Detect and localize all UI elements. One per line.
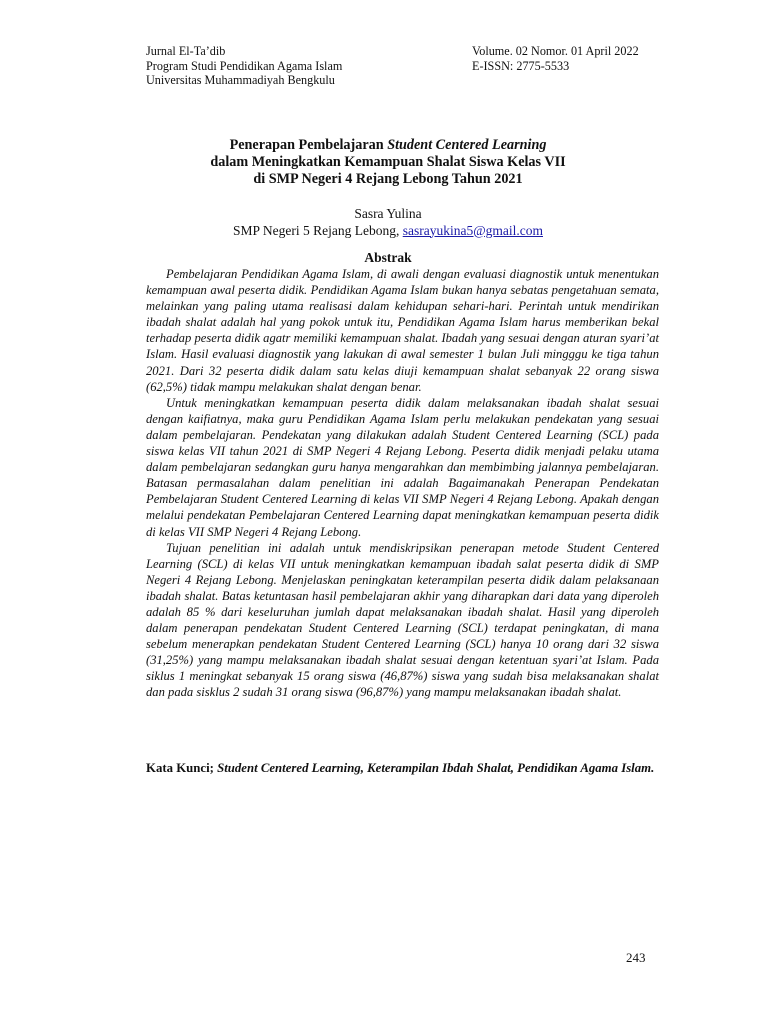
abstract-body (146, 266, 659, 701)
author-affiliation-line (140, 223, 636, 240)
keywords-text: Student Centered Learning, Keterampilan Ibdah Shalat, Pendidikan Agama Islam. (213, 761, 655, 775)
title-line-3: di SMP Negeri 4 Rejang Lebong Tahun 2021 (253, 171, 523, 188)
header-left (146, 44, 342, 88)
author-block (140, 206, 636, 239)
keywords-label: Kata Kunci; (146, 761, 214, 775)
author-name: Sasra Yulina (354, 206, 422, 221)
title-line-2: dalam Meningkatkan Kemampuan Shalat Siswa Kelas VII (210, 154, 566, 171)
volume-info: Volume. 02 Nomor. 01 April 2022 (472, 44, 639, 58)
author-email-link[interactable]: sasrayukina5@gmail.com (402, 222, 543, 238)
author-affiliation: SMP Negeri 5 Rejang Lebong, (232, 222, 403, 238)
title-line-1-italic: Student Centered Learning (387, 137, 547, 153)
paper-title (140, 137, 636, 189)
journal-name: Jurnal El-Ta’dib (146, 44, 226, 58)
page-number: 243 (626, 950, 646, 965)
header-right (472, 44, 639, 73)
abstract-paragraph-3: Tujuan penelitian ini adalah untuk mendiskripsikan penerapan metode Student Centered Learning (SCL) di kelas VII untuk meningkatkan kemampuan ibadah salat peserta didik di SMP Negeri 4 Rejang Lebong. Menjelaskan peningkatan keterampilan peserta didik dalam pelaksanaan ibadah shalat. Batas ketuntasan hasil pembelajaran akhir yang diharapkan dari data yang diperoleh adalah 85 % dari keseluruhan jumlah dapat melaksanakan ibadah shalat. Hasil yang diperoleh dalam penerapan pendekatan Student Centered Learning (SCL) terdapat peningkatan, di mana sebelum menerapkan pendekatan Student Centered Learning (SCL) hanya 10 orang dari 32 siswa (31,25%) yang mampu melaksanakan ibadah shalat sesuai dengan ketentuan syari’at Islam. Pada siklus 1 meningkat sebanyak 15 orang siswa (46,87%) siswa yang sudah bisa melaksanakan shalat dan pada sisklus 2 sudah 31 orang siswa (96,87%) yang mampu melaksanakan ibadah shalat. (146, 540, 659, 700)
title-line-1 (140, 137, 636, 154)
issn-info: E-ISSN: 2775-5533 (472, 58, 570, 73)
keywords (146, 760, 659, 777)
title-line-1-prefix: Penerapan Pembelajaran (229, 137, 388, 153)
abstract-heading: Abstrak (364, 250, 412, 265)
program-name: Program Studi Pendidikan Agama Islam (146, 58, 343, 73)
abstract-paragraph-1: Pembelajaran Pendidikan Agama Islam, di awali dengan evaluasi diagnostik untuk menentukan kemampuan awal peserta didik. Pendidikan Agama Islam bukan hanya sebatas pengetahuan semata, melainkan yang paling utama realisasi dalam kehidupan sehari-hari. Perintah untuk mendirikan ibadah shalat adalah hal yang pokok untuk itu, Pendidikan Agama Islam harus memberikan bekal terhadap peserta didik agatr memiliki kemampuan shalat. Ibadah yang sesuai dengan aturan syari’at Islam. Hasil evaluasi diagnostik yang lakukan di awal semester 1 bulan Juli mingggu ke tiga tahun 2021. Dari 32 peserta didik dalam satu kelas diuji kemampuan shalat sebanyak 22 orang siswa (62,5%) tidak mampu melakukan shalat dengan benar. (146, 267, 659, 394)
abstract-paragraph-2: Untuk meningkatkan kemampuan peserta didik dalam melaksanakan ibadah shalat sesuai dengan kaifiatnya, maka guru Pendidikan Agama Islam perlu melakukan pendekatan yang sesuai dalam pembelajaran. Pendekatan yang dilakukan adalah Student Centered Learning (SCL) pada siswa kelas VII tahun 2021 di SMP Negeri 4 Rejang Lebong. Peserta didik menjadi pelaku utama dalam pembelajaran sedangkan guru hanya mengarahkan dan membimbing jalannya pembelajaran. Batasan permasalahan dalam penelitian ini adalah Bagaimanakah Penerapan Pendekatan Pembelajaran Student Centered Learning di kelas VII SMP Negeri 4 Rejang Lebong. Apakah dengan melalui pendekatan Pembelajaran Centered Learning dapat meningkatkan kemampuan peserta didik di kelas VII SMP Negeri 4 Rejang Lebong. (146, 395, 659, 539)
university-name: Universitas Muhammadiyah Bengkulu (146, 73, 335, 87)
